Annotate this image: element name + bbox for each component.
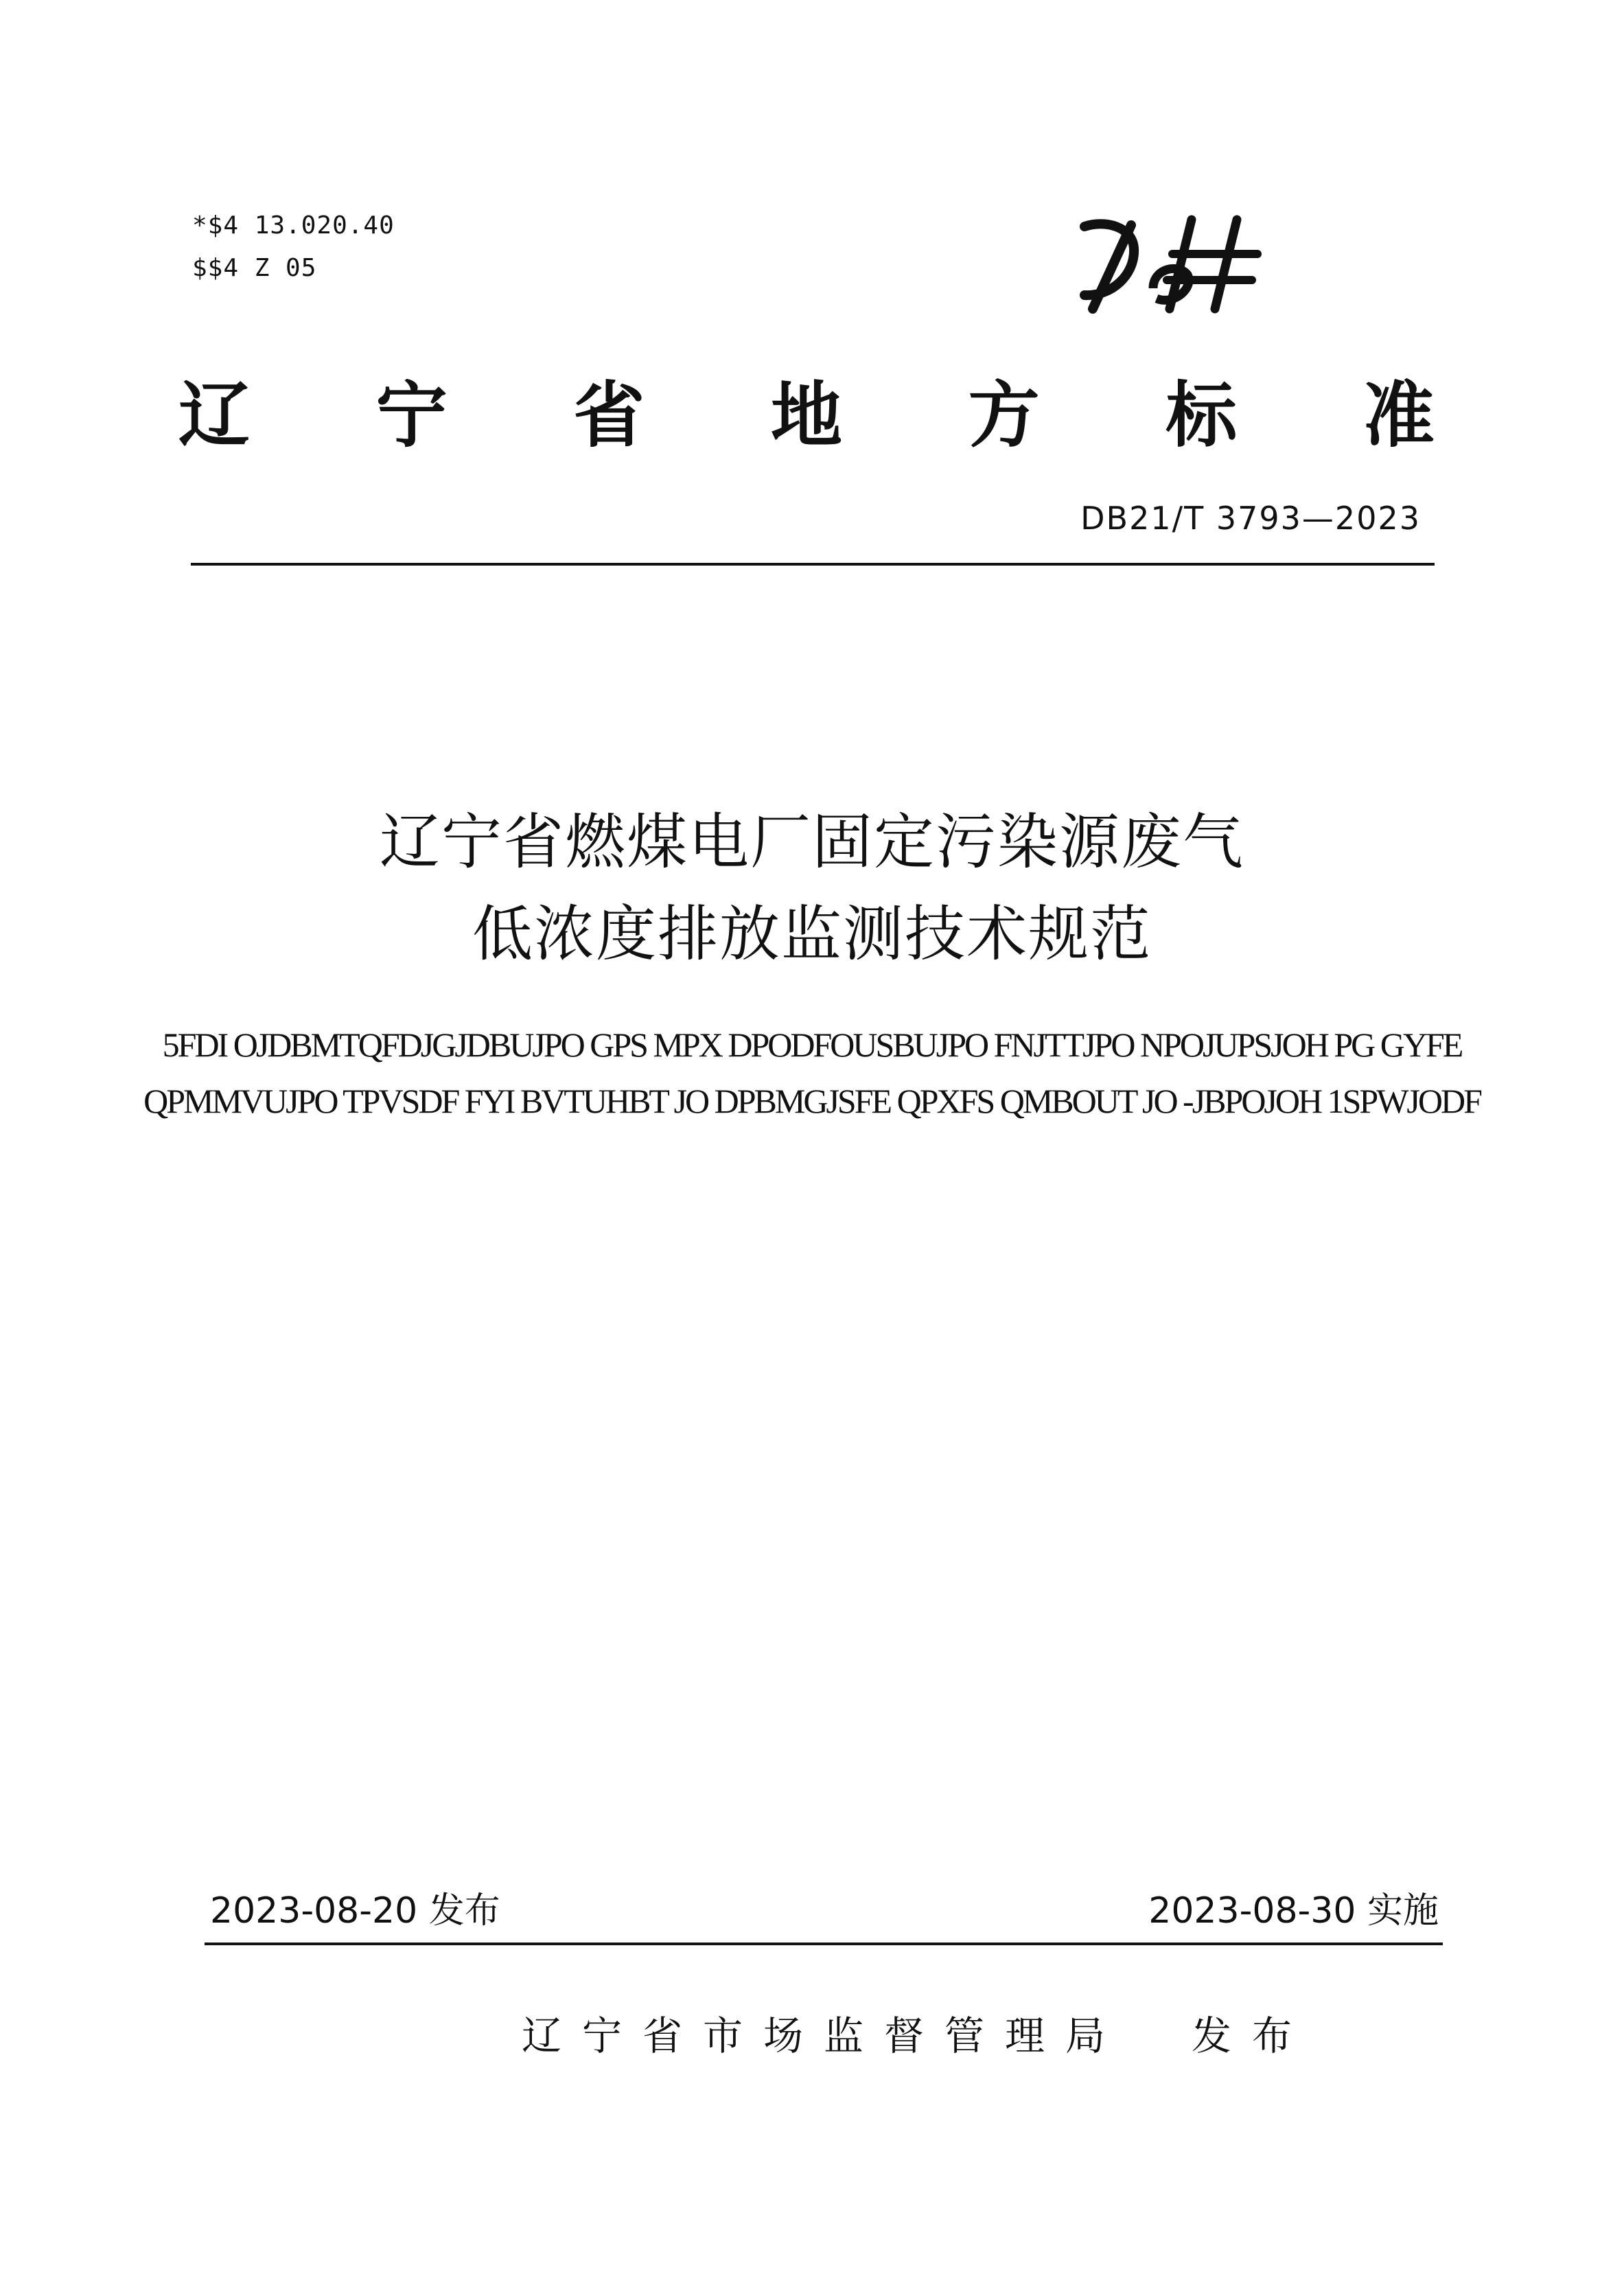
standard-type-char: 省 xyxy=(573,373,645,457)
issue-date: 2023-08-20 发布 xyxy=(210,1890,500,1932)
standard-number: DB21/T 3793—2023 xyxy=(1080,500,1421,537)
standard-type-char: 辽 xyxy=(178,373,251,457)
standard-type-char: 地 xyxy=(770,373,842,457)
publisher-line xyxy=(522,2010,1312,2062)
ccs-code: $$4 Z 05 xyxy=(192,254,317,282)
standard-type-heading xyxy=(178,371,1435,460)
standard-type-char: 标 xyxy=(1165,373,1238,457)
bottom-divider xyxy=(205,1943,1443,1945)
standard-type-char: 准 xyxy=(1362,373,1435,457)
english-title-line-1: 5FDI OJDBMTQFDJGJDBUJPO GPS MPX DPODFOUSBUJPO FNJTTJPO NPOJUPSJOH PG GYFE xyxy=(162,1025,1462,1064)
chinese-title-line-2: 低浓度排放监测技术规范 xyxy=(472,898,1152,969)
publish-label: 发布 xyxy=(1192,2013,1313,2059)
standard-type-char: 宁 xyxy=(375,373,448,457)
ics-code: *$4 13.020.40 xyxy=(192,211,395,240)
standard-type-char: 方 xyxy=(968,373,1040,457)
chinese-title-line-1: 辽宁省燃煤电厂固定污染源废气 xyxy=(379,807,1244,877)
publisher-name: 辽宁省市场监督管理局 xyxy=(522,2013,1126,2059)
english-title-line-2: QPMMVUJPO TPVSDF FYI BVTUHBT JO DPBMGJSFE QPXFS QMBOUT JO -JBPOJOH 1SPWJODF xyxy=(143,1082,1481,1120)
db-standard-logo xyxy=(1057,206,1277,323)
top-divider xyxy=(191,563,1435,566)
implementation-date: 2023-08-30 实施 xyxy=(1148,1890,1439,1932)
